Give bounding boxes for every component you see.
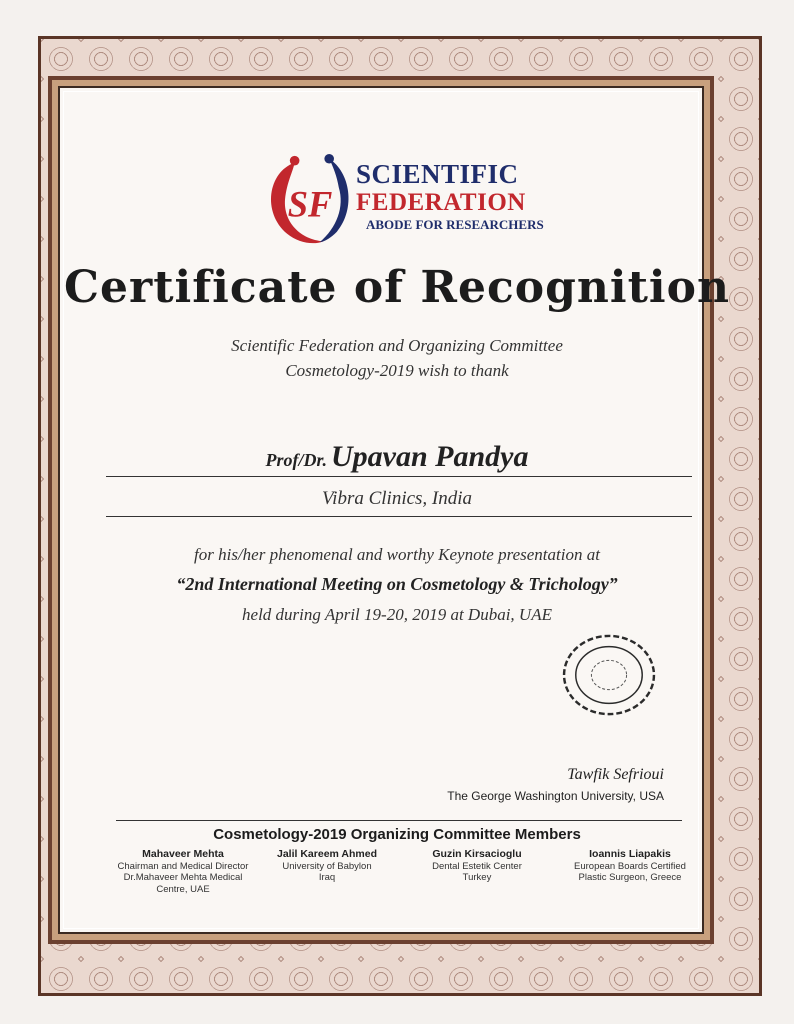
certificate-title: Certificate of Recognition <box>64 262 730 313</box>
committee-member <box>560 849 700 884</box>
logo-wordmark <box>356 160 544 234</box>
member-detail: Dr.Mahaveer Mehta Medical <box>123 872 243 883</box>
name-rule-top <box>106 476 692 477</box>
body-line-1: for his/her phenomenal and worthy Keynote presentation at <box>194 545 600 564</box>
committee-member <box>113 849 253 895</box>
logo-line-scientific: SCIENTIFIC <box>356 159 519 189</box>
body-line-3: held during April 19-20, 2019 at Dubai, UAE <box>242 605 552 624</box>
committee-member <box>262 849 392 884</box>
recipient-name-row <box>0 440 794 474</box>
logo-tagline: ABODE FOR RESEARCHERS <box>366 217 544 232</box>
committee-title: Cosmetology-2019 Organizing Committee Members <box>213 826 581 843</box>
member-detail: European Boards Certified <box>574 860 686 872</box>
member-detail: Turkey <box>462 872 492 883</box>
intro-line-2: Cosmetology-2019 wish to thank <box>285 361 509 380</box>
member-name: Guzin Kirsacioglu <box>432 848 522 860</box>
signer-name: Tawfik Sefrioui <box>567 766 664 783</box>
member-detail: University of Babylon <box>282 860 372 872</box>
signature-rule <box>116 820 682 821</box>
logo-monogram: SF <box>287 183 333 225</box>
intro-line-1: Scientific Federation and Organizing Committee <box>231 336 563 355</box>
committee-member <box>412 849 542 884</box>
member-detail: Plastic Surgeon, Greece <box>578 872 682 883</box>
member-detail: Centre, UAE <box>156 883 210 895</box>
recipient-name: Upavan Pandya <box>331 440 529 473</box>
scientific-federation-logo-icon <box>262 153 358 249</box>
official-seal-stamp <box>560 632 658 718</box>
member-name: Jalil Kareem Ahmed <box>277 848 377 860</box>
signer-affiliation: The George Washington University, USA <box>447 789 664 803</box>
event-title: “2nd International Meeting on Cosmetology & Trichology” <box>176 574 618 594</box>
logo-line-federation: FEDERATION <box>356 189 526 216</box>
recipient-prefix: Prof/Dr. <box>265 450 327 470</box>
member-name: Mahaveer Mehta <box>142 848 224 860</box>
member-name: Ioannis Liapakis <box>589 848 671 860</box>
recipient-affiliation: Vibra Clinics, India <box>321 488 473 509</box>
member-detail: Dental Estetik Center <box>432 860 522 872</box>
member-detail: Iraq <box>318 872 336 883</box>
name-rule-bottom <box>106 516 692 517</box>
member-detail: Chairman and Medical Director <box>117 860 249 872</box>
